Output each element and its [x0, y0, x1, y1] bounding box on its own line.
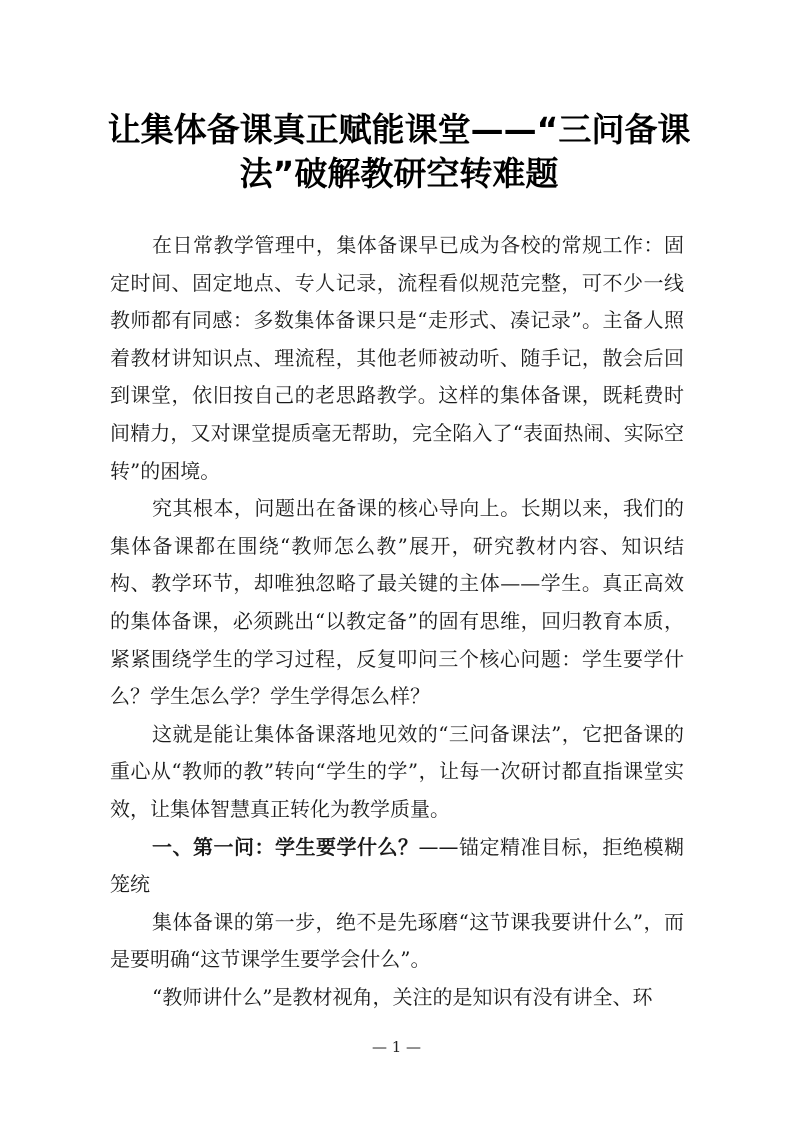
paragraph-first-step: 集体备课的第一步，绝不是先琢磨“这节课我要讲什么”，而是要明确“这节课学生要学会什么”。	[110, 909, 684, 972]
paragraph-root-cause: 究其根本，问题出在备课的核心导向上。长期以来，我们的集体备课都在围绕“教师怎么教”展开，研究教材内容、知识结构、教学环节，却唯独忽略了最关键的主体——学生。真正高效的集体备课，必须跳出“以教定备”的固有思维，回归教育本质，紧紧围绕学生的学习过程，反复叩问三个核心问题：学生要学什么？学生怎么学？学生学得怎么样？	[110, 496, 684, 709]
paragraph-teacher-view: “教师讲什么”是教材视角，关注的是知识有没有讲全、环	[152, 984, 653, 1009]
section-heading-1	[110, 829, 684, 904]
document-body	[110, 227, 684, 1016]
section-heading-lead: 一、第一问：学生要学什么？	[152, 834, 419, 859]
paragraph-three-questions: 这就是能让集体备课落地见效的“三问备课法”，它把备课的重心从“教师的教”转向“学生的学”，让每一次研讨都直指课堂实效，让集体智慧真正转化为教学质量。	[110, 721, 684, 821]
document-title: 让集体备课真正赋能课堂——“三问备课法”破解教研空转难题	[107, 110, 691, 193]
page-number: — 1 —	[371, 1038, 422, 1056]
section-heading-subtitle: ——锚定精准目标，拒绝模糊笼统	[110, 834, 684, 897]
paragraph-intro: 在日常教学管理中，集体备课早已成为各校的常规工作：固定时间、固定地点、专人记录，流程看似规范完整，可不少一线教师都有同感：多数集体备课只是“走形式、凑记录”。主备人照着教材讲知识点、理流程，其他老师被动听、随手记，散会后回到课堂，依旧按自己的老思路教学。这样的集体备课，既耗费时间精力，又对课堂提质毫无帮助，完全陷入了“表面热闹、实际空转”的困境。	[110, 233, 684, 483]
